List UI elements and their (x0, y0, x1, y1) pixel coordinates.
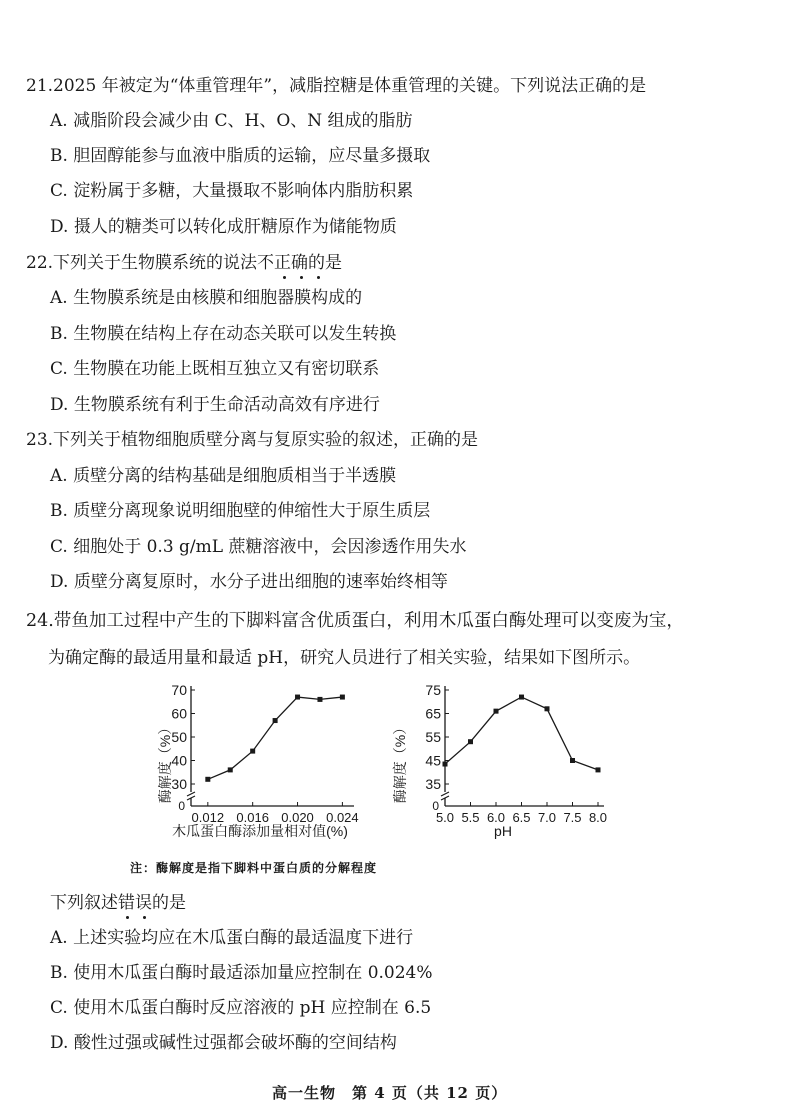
page-footer: 高一生物 第 4 页（共 12 页） (272, 1084, 508, 1102)
chart1-origin-label: 0 (178, 799, 185, 813)
chart2-y-tick-label: 65 (425, 705, 441, 722)
chart1-x-axis-label: 木瓜蛋白酶添加量相对值(%) (172, 823, 348, 839)
q22-option-a: A. 生物膜系统是由核膜和细胞器膜构成的 (50, 288, 363, 308)
chart1-y-tick-label: 50 (171, 729, 187, 745)
chart1-y-tick-label: 60 (171, 705, 187, 722)
q24-option-d: D. 酸性过强或碱性过强都会破坏酶的空间结构 (50, 1033, 397, 1053)
chart2-y-axis-label: 酶解度（%） (392, 720, 408, 804)
chart1-x-tick-label: 0.012 (191, 810, 225, 825)
chart1-y-tick-label: 40 (171, 752, 187, 769)
q24-option-c: C. 使用木瓜蛋白酶时反应溶液的 pH 应控制在 6.5 (50, 998, 432, 1018)
chart2-series-line (445, 697, 598, 770)
chart1-x-tick-label: 0.020 (281, 810, 314, 825)
chart1-y-axis-label: 酶解度（%） (157, 720, 173, 804)
q21-option-c: C. 淀粉属于多糖，大量摄取不影响体内脂肪积累 (50, 181, 414, 201)
chart1-x-tick-label: 0.016 (236, 810, 269, 825)
q24-ask-post: 的是 (152, 893, 186, 913)
q22-option-b: B. 生物膜在结构上存在动态关联可以发生转换 (50, 324, 397, 344)
chart2-y-tick-label: 35 (425, 776, 441, 792)
q21-option-a: A. 减脂阶段会减少由 C、H、O、N 组成的脂肪 (50, 111, 413, 131)
q23-option-d: D. 质壁分离复原时，水分子进出细胞的速率始终相等 (50, 572, 448, 592)
chart2-x-tick-label: 5.0 (435, 810, 455, 825)
chart2-origin-label: 0 (432, 799, 439, 813)
question-24-ask (50, 893, 186, 913)
chart2-y-tick-label: 55 (425, 729, 441, 745)
chart2-x-axis-label: pH (494, 823, 512, 839)
chart2-y-tick-label: 45 (425, 752, 441, 769)
q22-option-d: D. 生物膜系统有利于生命活动高效有序进行 (50, 395, 380, 415)
chart2-x-tick-label: 7.5 (563, 810, 582, 825)
chart-note: 注：酶解度是指下脚料中蛋白质的分解程度 (130, 861, 378, 875)
q21-option-d: D. 摄人的糖类可以转化成肝糖原作为储能物质 (50, 217, 397, 237)
chart2-x-tick-label: 5.5 (461, 810, 480, 825)
chart1-data-point (205, 777, 210, 782)
q22-emphasis-not-correct: 不正确 (257, 253, 309, 273)
q24-ask-pre: 下列叙述 (50, 893, 118, 913)
chart2-x-tick-label: 8.0 (588, 810, 608, 825)
question-21-stem: 21.2025 年被定为“体重管理年”，减脂控糖是体重管理的关键。下列说法正确的是 (26, 76, 647, 96)
chart1-data-point (250, 749, 255, 754)
chart2-x-tick-label: 6.5 (512, 810, 531, 825)
question-22-stem (26, 253, 342, 273)
q23-option-b: B. 质壁分离现象说明细胞壁的伸缩性大于原生质层 (50, 501, 431, 521)
chart2-x-tick-label: 6.0 (486, 810, 506, 825)
q23-option-a: A. 质壁分离的结构基础是细胞质相当于半透膜 (50, 466, 397, 486)
chart2-data-point (545, 706, 550, 711)
q24-option-a: A. 上述实验均应在木瓜蛋白酶的最适温度下进行 (50, 928, 414, 948)
chart1-series-line (208, 697, 343, 779)
question-24-stem-line1: 24.带鱼加工过程中产生的下脚料富含优质蛋白，利用木瓜蛋白酶处理可以变废为宝， (26, 611, 684, 631)
chart1-data-point (295, 695, 300, 700)
chart1-data-point (340, 695, 345, 700)
chart-enzyme-dosage (150, 680, 400, 840)
q21-option-b: B. 胆固醇能参与血液中脂质的运输，应尽量多摄取 (50, 146, 431, 166)
chart-enzyme-ph (385, 680, 635, 840)
chart2-data-point (570, 758, 575, 763)
q22-stem-pre: 22.下列关于生物膜系统的说法 (26, 253, 258, 273)
question-24-stem-line2: 为确定酶的最适用量和最适 pH，研究人员进行了相关实验，结果如下图所示。 (48, 648, 641, 668)
chart1-data-point (317, 697, 322, 702)
chart2-data-point (494, 709, 499, 714)
chart1-data-point (273, 718, 278, 723)
q24-emphasis-wrong: 错误 (118, 893, 152, 913)
chart1-y-tick-label: 70 (171, 682, 187, 698)
chart2-y-tick-label: 75 (425, 682, 441, 698)
chart2-data-point (443, 762, 448, 767)
q22-option-c: C. 生物膜在功能上既相互独立又有密切联系 (50, 359, 380, 379)
chart2-x-tick-label: 7.0 (537, 810, 557, 825)
q23-option-c: C. 细胞处于 0.3 g/mL 蔗糖溶液中，会因渗透作用失水 (50, 537, 467, 557)
chart1-x-tick-label: 0.024 (326, 810, 359, 825)
q24-option-b: B. 使用木瓜蛋白酶时最适添加量应控制在 0.024% (50, 963, 433, 983)
question-23-stem: 23.下列关于植物细胞质壁分离与复原实验的叙述，正确的是 (26, 430, 479, 450)
q22-stem-post: 的是 (308, 253, 343, 273)
chart2-data-point (519, 695, 524, 700)
chart1-y-tick-label: 30 (171, 776, 187, 792)
chart1-data-point (228, 767, 233, 772)
chart2-data-point (468, 739, 473, 744)
chart2-data-point (596, 767, 601, 772)
